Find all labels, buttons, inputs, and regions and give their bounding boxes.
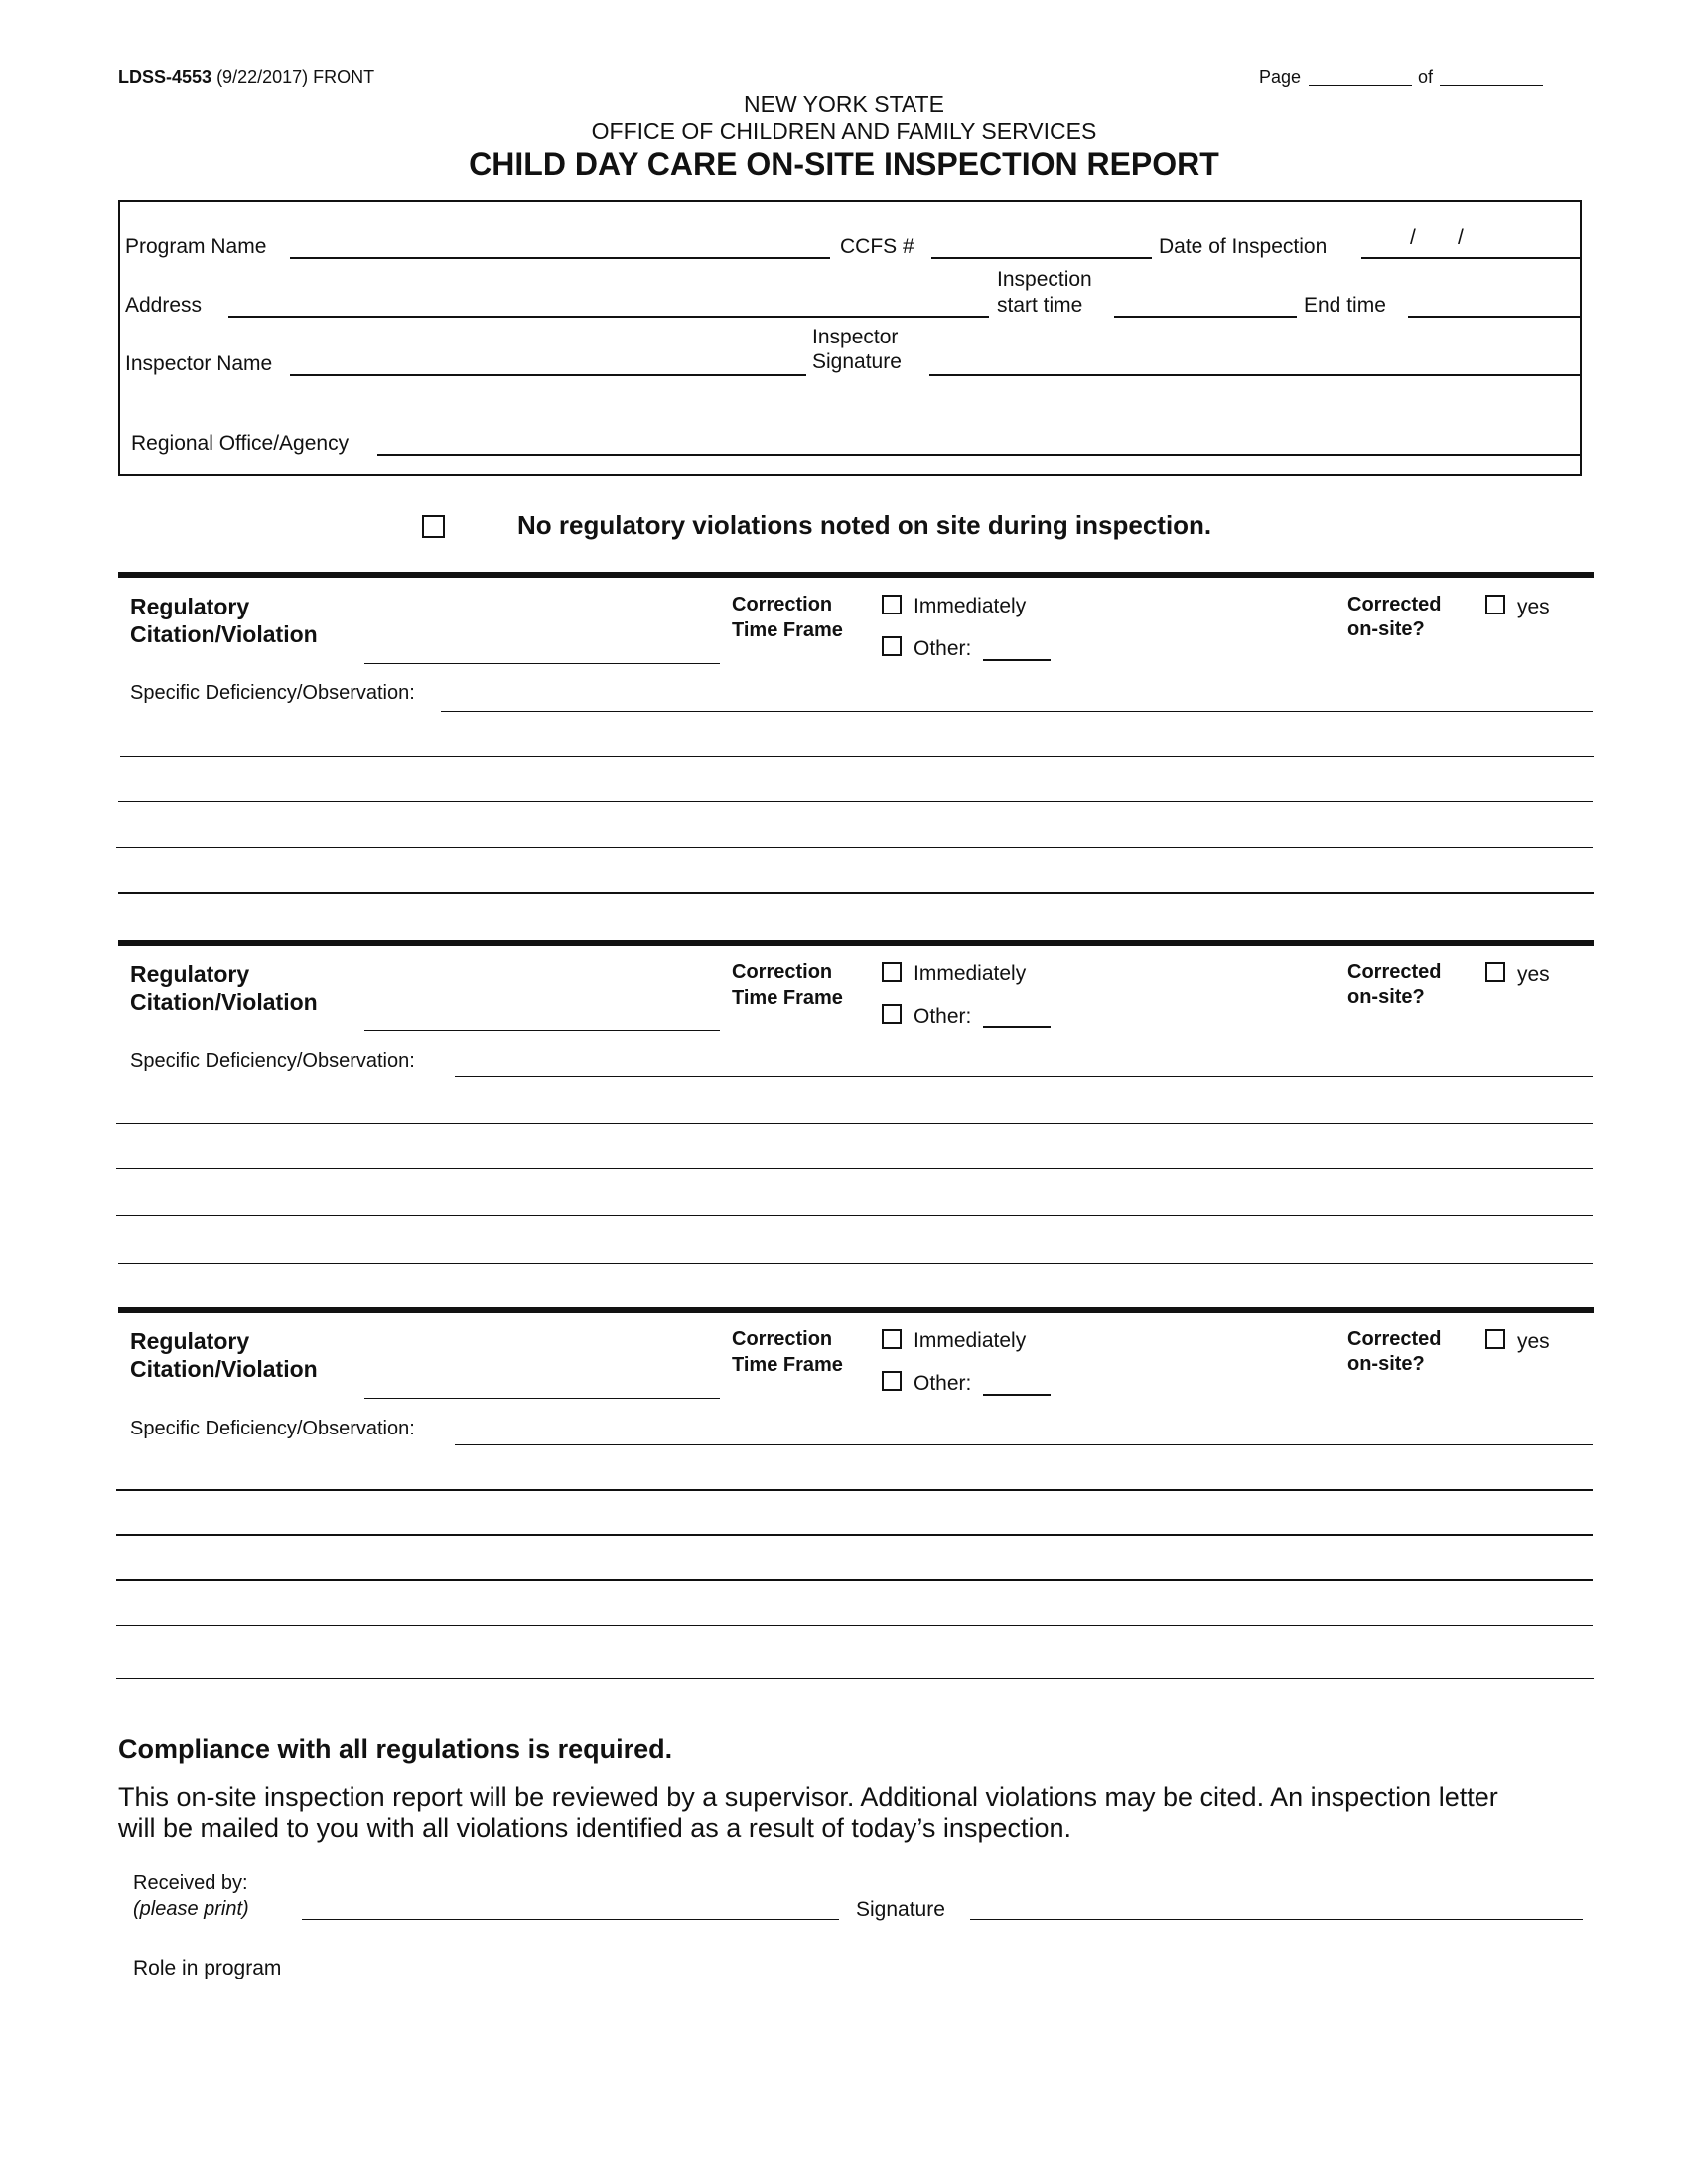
end-time-label: End time bbox=[1304, 294, 1386, 317]
date-slash-2: / bbox=[1458, 226, 1464, 249]
inspection-start-label-1: Inspection bbox=[997, 268, 1092, 291]
violation-3-deficiency-field[interactable] bbox=[455, 1444, 1593, 1445]
violation-1-immediately-label: Immediately bbox=[914, 595, 1027, 617]
violation-3-line-3[interactable] bbox=[116, 1579, 1593, 1581]
violation-1-correction-label: Correction bbox=[732, 594, 833, 615]
violation-2-immediately-label: Immediately bbox=[914, 962, 1027, 985]
violation-1-deficiency-field[interactable] bbox=[441, 711, 1593, 712]
date-of-inspection-field[interactable] bbox=[1361, 257, 1582, 259]
end-time-field[interactable] bbox=[1408, 316, 1582, 318]
violation-3-yes-label: yes bbox=[1517, 1330, 1550, 1353]
violation-2-citation-label: Citation/Violation bbox=[130, 989, 318, 1015]
violation-1-other-field[interactable] bbox=[983, 659, 1051, 661]
program-name-label: Program Name bbox=[125, 235, 267, 258]
violation-1-line-1[interactable] bbox=[120, 756, 1594, 757]
violation-3-regulatory-label: Regulatory bbox=[130, 1328, 250, 1354]
please-print-label: (please print) bbox=[133, 1898, 249, 1920]
violation-1-yes-label: yes bbox=[1517, 596, 1550, 618]
agency-office: OFFICE OF CHILDREN AND FAMILY SERVICES bbox=[591, 118, 1097, 144]
violation-1-regulatory-label: Regulatory bbox=[130, 594, 250, 619]
violation-1-immediately-checkbox[interactable] bbox=[882, 595, 902, 614]
violation-3-other-field[interactable] bbox=[983, 1394, 1051, 1396]
signature-field[interactable] bbox=[970, 1919, 1583, 1920]
violation-2-line-2[interactable] bbox=[116, 1168, 1593, 1169]
violation-3-immediately-label: Immediately bbox=[914, 1329, 1027, 1352]
violation-3-correction-label: Correction bbox=[732, 1328, 833, 1350]
violation-3-citation-field[interactable] bbox=[364, 1398, 720, 1399]
violation-1-citation-label: Citation/Violation bbox=[130, 621, 318, 647]
violation-3-timeframe-label: Time Frame bbox=[732, 1354, 843, 1376]
signature-label: Signature bbox=[856, 1898, 945, 1921]
inspection-start-field[interactable] bbox=[1114, 316, 1297, 318]
compliance-text-line-1: This on-site inspection report will be reviewed by a supervisor. Additional violations may be cited. An inspection letter bbox=[118, 1782, 1498, 1812]
violation-2-deficiency-label: Specific Deficiency/Observation: bbox=[130, 1050, 415, 1072]
date-of-inspection-label: Date of Inspection bbox=[1159, 235, 1328, 258]
violation-1-corrected-label: Corrected bbox=[1347, 594, 1442, 615]
violation-3-deficiency-label: Specific Deficiency/Observation: bbox=[130, 1418, 415, 1439]
violation-1-line-2[interactable] bbox=[118, 801, 1593, 802]
form-id: LDSS-4553 bbox=[118, 68, 212, 87]
violation-1-timeframe-label: Time Frame bbox=[732, 619, 843, 641]
inspector-signature-label-2: Signature bbox=[812, 350, 902, 373]
violation-2-corrected-label: Corrected bbox=[1347, 961, 1442, 983]
form-version: (9/22/2017) FRONT bbox=[216, 68, 375, 87]
received-by-label: Received by: bbox=[133, 1872, 248, 1894]
role-in-program-label: Role in program bbox=[133, 1957, 282, 1979]
received-by-field[interactable] bbox=[302, 1919, 839, 1920]
ccfs-field[interactable] bbox=[931, 257, 1152, 259]
violation-2-divider bbox=[118, 940, 1594, 946]
violation-3-line-5[interactable] bbox=[116, 1678, 1594, 1679]
program-name-field[interactable] bbox=[290, 257, 830, 259]
ccfs-label: CCFS # bbox=[840, 235, 914, 258]
violation-3-corrected-label: Corrected bbox=[1347, 1328, 1442, 1350]
violation-1-line-3[interactable] bbox=[116, 847, 1593, 848]
regional-office-field[interactable] bbox=[377, 454, 1582, 456]
violation-1-line-4[interactable] bbox=[118, 892, 1594, 894]
page-title: CHILD DAY CARE ON-SITE INSPECTION REPORT bbox=[469, 146, 1219, 182]
violation-2-line-1[interactable] bbox=[116, 1123, 1593, 1124]
violation-2-line-4[interactable] bbox=[118, 1263, 1593, 1264]
violation-2-timeframe-label: Time Frame bbox=[732, 987, 843, 1009]
violation-3-immediately-checkbox[interactable] bbox=[882, 1329, 902, 1349]
violation-3-other-checkbox[interactable] bbox=[882, 1371, 902, 1391]
violation-2-line-3[interactable] bbox=[116, 1215, 1593, 1216]
violation-2-other-checkbox[interactable] bbox=[882, 1004, 902, 1024]
violation-2-onsite-label: on-site? bbox=[1347, 986, 1425, 1008]
page-total-field[interactable] bbox=[1440, 85, 1543, 86]
regional-office-label: Regional Office/Agency bbox=[131, 432, 350, 455]
inspector-signature-label-1: Inspector bbox=[812, 326, 899, 348]
no-violations-checkbox[interactable] bbox=[422, 515, 445, 538]
violation-2-yes-label: yes bbox=[1517, 963, 1550, 986]
violation-3-line-1[interactable] bbox=[116, 1489, 1593, 1491]
violation-1-citation-field[interactable] bbox=[364, 663, 720, 664]
compliance-text-line-2: will be mailed to you with all violations identified as a result of today’s inspection. bbox=[118, 1813, 1072, 1843]
date-slash-1: / bbox=[1410, 226, 1416, 249]
agency-state: NEW YORK STATE bbox=[744, 91, 944, 117]
violation-2-deficiency-field[interactable] bbox=[455, 1076, 1593, 1077]
page-number-field[interactable] bbox=[1309, 85, 1412, 86]
violation-3-line-4[interactable] bbox=[116, 1625, 1593, 1626]
inspection-start-label-2: start time bbox=[997, 294, 1083, 317]
violation-2-other-field[interactable] bbox=[983, 1026, 1051, 1028]
violation-2-citation-field[interactable] bbox=[364, 1030, 720, 1031]
violation-2-regulatory-label: Regulatory bbox=[130, 961, 250, 987]
address-label: Address bbox=[125, 294, 203, 317]
violation-3-line-2[interactable] bbox=[116, 1534, 1593, 1536]
page-of-label: of bbox=[1418, 68, 1434, 87]
compliance-heading: Compliance with all regulations is required. bbox=[118, 1734, 673, 1764]
violation-3-yes-checkbox[interactable] bbox=[1485, 1329, 1505, 1349]
violation-3-onsite-label: on-site? bbox=[1347, 1353, 1425, 1375]
violation-1-other-label: Other: bbox=[914, 637, 972, 660]
page-number-label: Page bbox=[1259, 68, 1302, 87]
violation-1-yes-checkbox[interactable] bbox=[1485, 595, 1505, 614]
violation-1-onsite-label: on-site? bbox=[1347, 618, 1425, 640]
address-field[interactable] bbox=[228, 316, 989, 318]
violation-1-deficiency-label: Specific Deficiency/Observation: bbox=[130, 682, 415, 704]
violation-2-other-label: Other: bbox=[914, 1005, 972, 1027]
violation-2-correction-label: Correction bbox=[732, 961, 833, 983]
violation-2-immediately-checkbox[interactable] bbox=[882, 962, 902, 982]
inspector-name-label: Inspector Name bbox=[125, 352, 273, 375]
form-id-line bbox=[118, 68, 374, 86]
inspector-signature-field[interactable] bbox=[929, 374, 1582, 376]
violation-3-divider bbox=[118, 1307, 1594, 1313]
no-violations-label: No regulatory violations noted on site during inspection. bbox=[517, 510, 1212, 540]
violation-1-other-checkbox[interactable] bbox=[882, 636, 902, 656]
violation-3-other-label: Other: bbox=[914, 1372, 972, 1395]
violation-2-yes-checkbox[interactable] bbox=[1485, 962, 1505, 982]
violation-1-divider bbox=[118, 572, 1594, 578]
inspector-name-field[interactable] bbox=[290, 374, 806, 376]
violation-3-citation-label: Citation/Violation bbox=[130, 1356, 318, 1382]
